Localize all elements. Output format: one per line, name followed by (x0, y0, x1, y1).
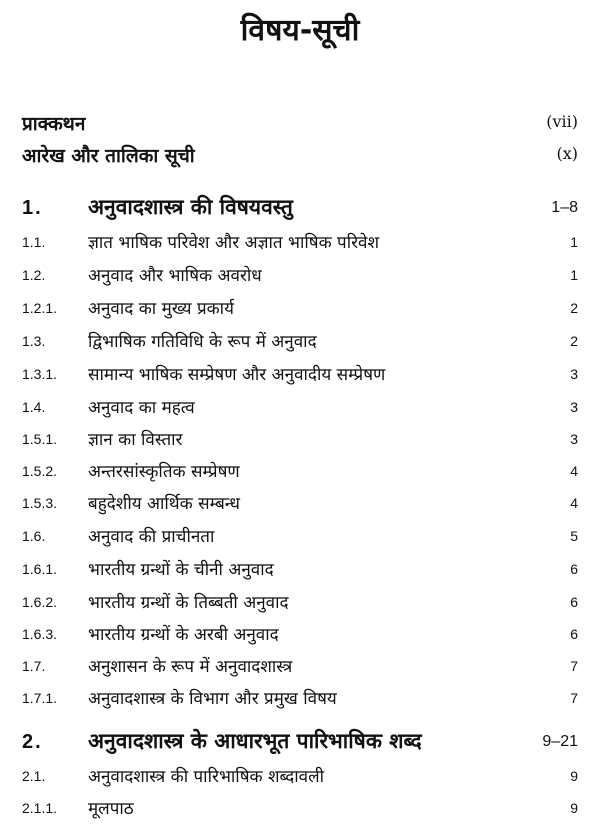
entry-number: 1.4. (22, 399, 46, 415)
toc-entry[interactable] (22, 395, 578, 425)
toc-entry[interactable] (22, 459, 578, 489)
entry-number: 1.6.1. (22, 561, 58, 577)
entry-page: 3 (570, 399, 578, 415)
entry-page: 9 (570, 768, 578, 784)
entry-title: अनुवाद का महत्व (88, 398, 195, 418)
entry-page: 2 (570, 300, 578, 316)
front-matter-page: (vii) (546, 112, 578, 131)
entry-number: 1.7. (22, 658, 46, 674)
entry-number: 2. (22, 731, 43, 753)
entry-page: 9–21 (542, 733, 578, 750)
toc-entry[interactable] (22, 524, 578, 554)
page-title: विषय-सूची (240, 13, 360, 48)
toc-entry[interactable] (22, 654, 578, 684)
front-matter-item-preface[interactable] (22, 110, 578, 138)
entry-number: 1.6.2. (22, 594, 58, 610)
entry-title: द्विभाषिक गतिविधि के रूप में अनुवाद (88, 332, 317, 352)
entry-page: 6 (570, 561, 578, 577)
entry-title: अनुवादशास्त्र की विषयवस्तु (88, 195, 293, 219)
entry-number: 1.6. (22, 528, 46, 544)
entry-page: 3 (570, 366, 578, 382)
toc-chapter[interactable] (22, 728, 578, 758)
toc-entry[interactable] (22, 590, 578, 620)
entry-title: ज्ञात भाषिक परिवेश और अज्ञात भाषिक परिवेश (88, 233, 380, 253)
entry-page: 1 (570, 267, 578, 283)
entry-title: अनुवादशास्त्र के विभाग और प्रमुख विषय (88, 689, 337, 709)
entry-number: 1.6.3. (22, 626, 58, 642)
entry-title: अनुशासन के रूप में अनुवादशास्त्र (88, 657, 293, 677)
entry-title: बहुदेशीय आर्थिक सम्बन्ध (88, 494, 240, 514)
front-matter-label: प्राक्कथन (22, 113, 86, 135)
entry-number: 1.5.2. (22, 463, 58, 479)
toc-entry[interactable] (22, 796, 578, 826)
entry-number: 1.3. (22, 333, 46, 349)
entry-title: सामान्य भाषिक सम्प्रेषण और अनुवादीय सम्प्रेषण (88, 365, 386, 385)
entry-title: अनुवादशास्त्र के आधारभूत पारिभाषिक शब्द (88, 729, 422, 753)
entry-page: 2 (570, 333, 578, 349)
entry-number: 1.2. (22, 267, 46, 283)
entry-number: 1.1. (22, 234, 46, 250)
entry-title: अनुवादशास्त्र की पारिभाषिक शब्दावली (88, 767, 325, 787)
entry-number: 1.5.3. (22, 495, 58, 511)
toc-entry[interactable] (22, 491, 578, 521)
entry-title: मूलपाठ (88, 799, 134, 819)
front-matter-label: आरेख और तालिका सूची (22, 145, 195, 167)
entry-page: 6 (570, 594, 578, 610)
entry-title: अनुवाद और भाषिक अवरोध (88, 266, 262, 286)
front-matter-page: (x) (556, 144, 578, 163)
entry-page: 3 (570, 431, 578, 447)
toc-entry[interactable] (22, 427, 578, 457)
toc-entry[interactable] (22, 622, 578, 652)
entry-page: 9 (570, 800, 578, 816)
entry-title: अनुवाद का मुख्य प्रकार्य (88, 299, 234, 319)
entry-number: 1.7.1. (22, 690, 58, 706)
entry-page: 6 (570, 626, 578, 642)
entry-title: भारतीय ग्रन्थों के चीनी अनुवाद (88, 560, 274, 580)
toc-entry[interactable] (22, 263, 578, 293)
entry-number: 2.1. (22, 768, 46, 784)
toc-chapter[interactable] (22, 194, 578, 224)
entry-page: 4 (570, 495, 578, 511)
entry-number: 1.2.1. (22, 300, 58, 316)
toc-entry[interactable] (22, 686, 578, 716)
toc-entry[interactable] (22, 764, 578, 794)
entry-page: 7 (570, 690, 578, 706)
entry-page: 7 (570, 658, 578, 674)
entry-number: 1.3.1. (22, 366, 58, 382)
entry-number: 1.5.1. (22, 431, 58, 447)
entry-page: 5 (570, 528, 578, 544)
front-matter-item-figures-tables[interactable] (22, 142, 578, 170)
entry-page: 4 (570, 463, 578, 479)
entry-title: अन्तरसांस्कृतिक सम्प्रेषण (88, 462, 240, 482)
entry-title: ज्ञान का विस्तार (88, 430, 183, 450)
entry-title: अनुवाद की प्राचीनता (88, 527, 215, 547)
entry-page: 1 (570, 234, 578, 250)
entry-number: 2.1.1. (22, 800, 58, 816)
entry-title: भारतीय ग्रन्थों के तिब्बती अनुवाद (88, 593, 289, 613)
entry-title: भारतीय ग्रन्थों के अरबी अनुवाद (88, 625, 279, 645)
toc-entry[interactable] (22, 557, 578, 587)
toc-entry[interactable] (22, 296, 578, 326)
entry-number: 1. (22, 197, 43, 219)
toc-entry[interactable] (22, 230, 578, 260)
entry-page: 1–8 (551, 199, 578, 216)
toc-entry[interactable] (22, 329, 578, 359)
toc-entry[interactable] (22, 362, 578, 392)
